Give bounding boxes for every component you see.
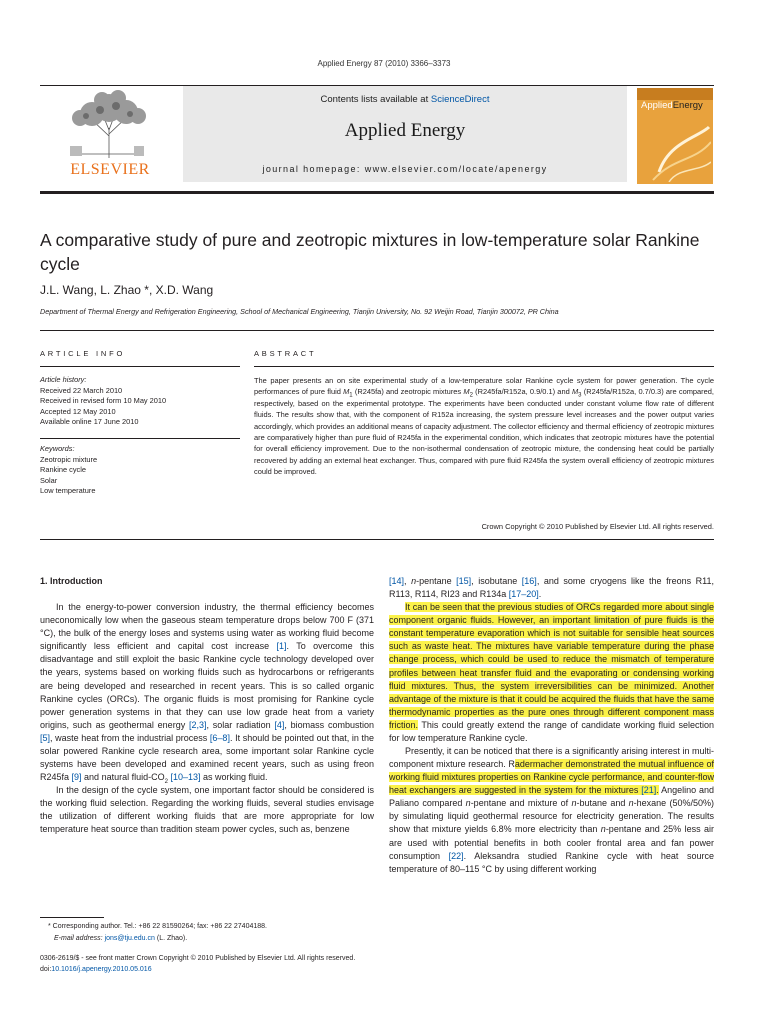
contents-prefix: Contents lists available at <box>320 94 429 105</box>
intro-text: . To overcome this disadvantage and still exploit the basic Rankine cycle technology developed over the years, systems based on working fluids such as hydrocarbons or refrigerants are being developed and researched in recent years. This is so called organic Rankine cycles (ORCs). The organic fluids is most promising for Rankine cycle power generation systems in that they can use low grade heat from a variety origins, such as geothermal energy <box>40 641 374 730</box>
fluid-m1: M <box>343 387 350 397</box>
cover-title-applied: Applied <box>641 100 673 111</box>
intro-paragraph-4 <box>389 745 714 876</box>
fluid-m2-sub: 2 <box>469 392 473 399</box>
email-tail: (L. Zhao). <box>156 935 188 942</box>
journal-name: Applied Energy <box>344 120 466 141</box>
intro-text: Angelino and Paliano compared <box>389 785 714 809</box>
keywords-rule <box>40 438 240 439</box>
italic-n: n <box>465 798 471 809</box>
article-info-top-rule <box>40 330 714 331</box>
footnote-rule <box>40 917 104 918</box>
intro-text: , isobutane <box>471 576 522 586</box>
author-email-link[interactable]: jons@tju.edu.cn <box>104 935 155 942</box>
fluid-m3: M <box>571 387 579 397</box>
intro-text: , solar radiation <box>206 719 275 730</box>
article-info-rule <box>40 366 240 367</box>
journal-homepage[interactable]: journal homepage: www.elsevier.com/locate/apenergy <box>262 164 548 174</box>
keyword-item: Rankine cycle <box>40 465 87 474</box>
intro-text: , waste heat from the industrial process <box>50 732 210 743</box>
citation-link[interactable]: [1] <box>276 641 287 652</box>
corresponding-author-footnote <box>40 921 374 945</box>
citation-link[interactable]: [9] <box>71 772 82 783</box>
keywords-heading: Keywords: <box>40 444 75 453</box>
abstract-text-1: The paper presents an on site experimental study of a low-temperature solar Rankine cycle system for power generation. The cycle performances of pure fluid <box>254 376 714 397</box>
keywords <box>40 444 240 497</box>
abstract-body <box>254 375 714 478</box>
cover-swirl-icon <box>649 122 711 182</box>
article-history <box>40 375 240 428</box>
journal-cover-thumbnail[interactable] <box>637 88 713 184</box>
body-column-right <box>389 575 714 876</box>
citation-link[interactable]: [10–13] <box>170 772 201 783</box>
intro-paragraph-3 <box>389 601 714 745</box>
article-authors: J.L. Wang, L. Zhao *, X.D. Wang <box>40 283 214 297</box>
abstract-heading: ABSTRACT <box>254 349 317 358</box>
keyword-item: Solar <box>40 475 58 485</box>
abstract-copyright: Crown Copyright © 2010 Published by Elsevier Ltd. All rights reserved. <box>481 522 714 531</box>
cover-title <box>641 100 703 111</box>
email-label: E-mail address: <box>54 935 103 942</box>
abstract-text-3: (R245fa/R152a, 0.9/0.1) and <box>472 387 572 397</box>
intro-text: , biomass combustion <box>284 719 374 730</box>
intro-text: -pentane <box>416 576 457 586</box>
abstract-text-2: (R245fa) and zeotropic mixtures <box>352 387 464 397</box>
intro-text: -butane and <box>576 798 629 809</box>
history-item: Accepted 12 May 2010 <box>40 406 116 416</box>
co2-subscript: 2 <box>164 778 168 785</box>
issn-and-doi <box>40 953 355 975</box>
doi-link[interactable]: 10.1016/j.apenergy.2010.05.016 <box>51 966 152 973</box>
keyword-item: Low temperature <box>40 486 96 495</box>
history-item: Received 22 March 2010 <box>40 385 123 395</box>
doi-line <box>40 964 355 975</box>
intro-text: Presently, it can be noticed that there is a significantly arising interest in multi-component mixture research. R <box>389 746 714 770</box>
intro-text: -pentane and 25% less air are used with potential benefits in both cooler frontal area and fan power consumption <box>389 824 714 861</box>
intro-text: , and some cryogens like the freons R11, R113, R114, RI23 and R134a <box>389 576 714 600</box>
intro-text: In the energy-to-power conversion industry, the thermal efficiency becomes uneconomically low when the gaseous steam temperature drops below 700 F (371 °C), the bulk of the energy loses and systems using water as working fluid become significantly less efficient and capital cost increase <box>40 602 374 652</box>
citation-link[interactable]: [16] <box>521 576 537 586</box>
intro-text: . It should be pointed out that, in the solar powered Rankine cycle research area, some important solar Rankine cycle systems have been developed and examined recent years, such as using freon R245fa <box>40 732 374 783</box>
intro-text: -pentane and mixture of <box>470 798 572 809</box>
citation-link[interactable]: [21] <box>641 785 657 796</box>
tree-icon <box>40 88 178 160</box>
intro-text: . <box>538 589 542 600</box>
highlighted-passage: It can be seen that the previous studies of ORCs regarded more about single component organic fluids. However, an important limitation of pure fluids is the constant temperature evaporation which is not suitable for sensible heat sources such as waste heat. The mixtures have variable temperature during the phase change process, which could be used to reduce the mismatch of temperature profiles between heat transfer fluid and the evaporating or condensing working fluid mixtures. Thus, the system irreversibilities can be minimized. Another advantage of the mixture is that it could be acquired the fluids that have the same thermodynamic properties as the pure ones through different component mass friction. <box>389 602 714 730</box>
italic-n: n <box>411 576 417 586</box>
citation-link[interactable]: [5] <box>40 732 51 743</box>
citation-link[interactable]: [2,3] <box>188 719 207 730</box>
history-item: Received in revised form 10 May 2010 <box>40 396 167 405</box>
italic-n: n <box>571 798 577 809</box>
highlight-text: adermacher demonstrated the mutual influence of working fluid mixtures properties on Rankine cycle performance, and counter-flow heat exchangers are suggested in the system for the mixtures <box>389 759 714 796</box>
email-line <box>40 933 374 945</box>
history-item: Available online 17 June 2010 <box>40 417 139 426</box>
cover-title-energy: Energy <box>672 100 703 111</box>
body-column-left <box>40 575 374 836</box>
journal-banner <box>183 86 627 182</box>
citation-link[interactable]: [15] <box>456 576 472 586</box>
elsevier-wordmark: ELSEVIER <box>70 161 150 178</box>
highlight-text: . <box>656 785 659 796</box>
article-title: A comparative study of pure and zeotropic mixtures in low-temperature solar Rankine cycle <box>40 230 700 274</box>
corresponding-author-line: * Corresponding author. Tel.: +86 22 81590264; fax: +86 22 27404188. <box>48 923 267 930</box>
intro-text: as working fluid. <box>200 772 268 783</box>
cover-band <box>637 88 713 100</box>
fluid-m2: M <box>463 387 470 397</box>
contents-availability <box>183 94 627 105</box>
citation-link[interactable]: [22] <box>448 850 464 861</box>
intro-paragraph-2-continued <box>389 575 714 601</box>
intro-text: , <box>404 576 412 586</box>
article-info-heading: ARTICLE INFO <box>40 349 126 358</box>
citation-link[interactable]: [17–20] <box>508 589 539 600</box>
citation-link[interactable]: [14] <box>389 576 405 586</box>
fluid-m1-sub: 1 <box>349 392 353 399</box>
citation-link[interactable]: [6–8] <box>209 732 230 743</box>
fluid-m3-sub: 3 <box>578 392 582 399</box>
italic-n: n <box>600 824 606 835</box>
abstract-text-4: (R245fa/R152a, 0.7/0.3) are compared, respectively, based on the experimental prototype. The experiments have been conducted under constant volume flow rate of different fluids. The results show that, with the component of R152a increasing, the system pressure level increases and the power output varies accordingly, which provides an additional means of capacity adjustment. The collector efficiency and thermal efficiency of zeotropic mixtures are comparatively higher than pure fluid of R245fa in the experimental condition, which indicates that zeotropic mixtures have the potential for overall efficiency improvement. Due to the non-isothermal condensation of zeotropic mixture, the condensing heat could be partially recovered by adding an external heat exchanger. Thus, compared with pure fluid R245fa the system overall efficiency of zeotropic mixtures could be improved. <box>254 387 714 477</box>
intro-text: -hexane (50%/50%) by simulating liquid geothermal resource for electricity generation. The results show that mixture yields 6.8% more electricity than <box>389 798 715 835</box>
sciencedirect-link[interactable]: ScienceDirect <box>430 94 490 105</box>
author-affiliation: Department of Thermal Energy and Refrigeration Engineering, School of Mechanical Engineering, Tianjin University, No. 92 Weijin Road, Tianjin 300072, PR China <box>40 307 559 316</box>
header-bottom-rule <box>40 191 714 194</box>
intro-text: This could greatly extend the range of candidate working fluid selection for low temperature Rankine cycle. <box>389 719 714 743</box>
abstract-rule <box>254 366 714 367</box>
intro-text: . Aleksandra studied Rankine cycle with heat source temperature of 80–115 °C by using different working <box>389 850 714 874</box>
intro-text: and natural fluid-CO <box>81 772 165 783</box>
issn-line: 0306-2619/$ - see front matter Crown Copyright © 2010 Published by Elsevier Ltd. All rights reserved. <box>40 955 356 962</box>
intro-paragraph-1 <box>40 601 374 784</box>
history-heading: Article history: <box>40 375 87 384</box>
intro-paragraph-2: In the design of the cycle system, one important factor should be considered is the working fluid selection. Regarding the working fluids, several studies envisage the utilization of different working fluids that are more appropriate for low temperature heat source than tradition steam power cycles, such as, benzene <box>40 785 374 835</box>
doi-label: doi: <box>40 966 52 973</box>
section-heading-introduction: 1. Introduction <box>40 576 103 586</box>
abstract-bottom-rule <box>40 539 714 540</box>
journal-reference: Applied Energy 87 (2010) 3366–3373 <box>317 59 451 68</box>
citation-link[interactable]: [4] <box>274 719 285 730</box>
italic-n: n <box>628 798 634 809</box>
keyword-item: Zeotropic mixture <box>40 454 98 464</box>
